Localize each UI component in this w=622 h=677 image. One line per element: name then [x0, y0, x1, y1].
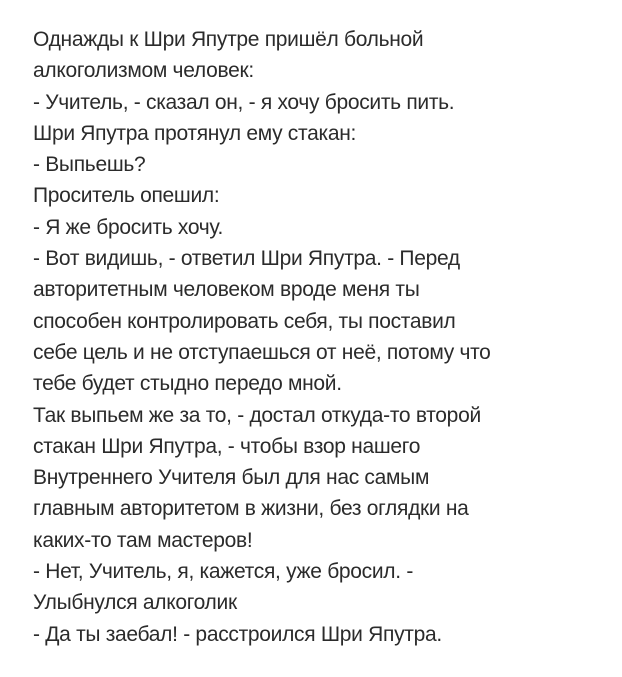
- text-line: алкоголизмом человек:: [33, 59, 254, 83]
- text-line: каких-то там мастеров!: [33, 528, 253, 552]
- text-line: авторитетным человеком вроде меня ты: [33, 278, 420, 302]
- text-line: Так выпьем же за то, - достал откуда-то второй: [33, 403, 481, 427]
- text-line: - Нет, Учитель, я, кажется, уже бросил. -: [33, 560, 414, 584]
- text-line: Проситель опешил:: [33, 184, 220, 208]
- text-line: Улыбнулся алкоголик: [33, 591, 237, 615]
- text-line: стакан Шри Япутра, - чтобы взор нашего: [33, 434, 421, 458]
- text-line: - Я же бросить хочу.: [33, 215, 224, 239]
- text-line: главным авторитетом в жизни, без оглядки на: [33, 497, 469, 521]
- text-line: - Выпьешь?: [33, 153, 146, 177]
- text-line: себе цель и не отступаешься от неё, потому что: [33, 340, 491, 364]
- text-line: - Да ты заебал! - расстроился Шри Япутра.: [33, 622, 442, 646]
- story-text-block: [33, 24, 613, 650]
- text-line: Однажды к Шри Япутре пришёл больной: [33, 28, 424, 51]
- text-line: - Вот видишь, - ответил Шри Япутра. - Перед: [33, 247, 460, 271]
- text-line: Шри Япутра протянул ему стакан:: [33, 121, 357, 145]
- text-line: тебе будет стыдно передо мной.: [33, 372, 342, 396]
- text-line: способен контролировать себя, ты поставил: [33, 309, 456, 333]
- text-line: - Учитель, - сказал он, - я хочу бросить пить.: [33, 90, 455, 114]
- text-line: Внутреннего Учителя был для нас самым: [33, 466, 430, 490]
